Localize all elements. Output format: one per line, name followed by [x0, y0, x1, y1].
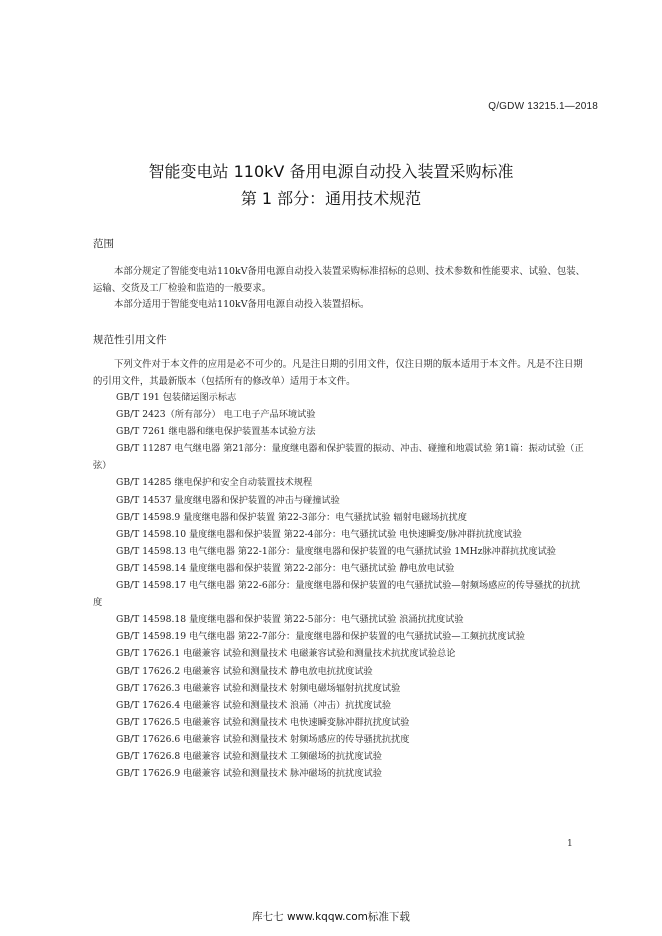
reference-item: GB/T 14598.14 量度继电器和保护装置 第22-2部分：电气骚扰试验 静电放电试验 — [116, 562, 455, 574]
reference-item: GB/T 191 包装储运图示标志 — [116, 392, 237, 403]
reference-item: GB/T 14598.18 量度继电器和保护装置 第22-5部分：电气骚扰试验 浪涌抗扰度试验 — [116, 614, 464, 626]
normative-references-heading: 规范性引用文件 — [93, 334, 167, 346]
scope-paragraph-1: 本部分规定了智能变电站110kV备用电源自动投入装置采购标准招标的总则、技术参数和性能要求、试验、包装、运输、交货及工厂检验和监造的一般要求。 — [93, 266, 585, 294]
scope-heading: 范围 — [93, 238, 114, 250]
reference-item: GB/T 17626.2 电磁兼容 试验和测量技术 静电放电抗扰度试验 — [116, 665, 373, 677]
document-subtitle: 第 1 部分：通用技术规范 — [240, 189, 422, 208]
reference-item: GB/T 17626.6 电磁兼容 试验和测量技术 射频场感应的传导骚扰抗扰度 — [116, 733, 410, 745]
reference-item: GB/T 11287 电气继电器 第21部分：量度继电器和保护装置的振动、冲击、碰撞和地震试验 第1篇：振动试验（正弦） — [93, 443, 584, 472]
normative-intro: 下列文件对于本文件的应用是必不可少的。凡是注日期的引用文件，仅注日期的版本适用于本文件。凡是不注日期的引用文件，其最新版本（包括所有的修改单）适用于本文件。 — [93, 359, 583, 387]
download-watermark[interactable]: 库七七 www.kqqw.com标准下载 — [252, 911, 410, 923]
reference-item: GB/T 2423（所有部分） 电工电子产品环境试验 — [116, 409, 316, 421]
reference-item: GB/T 17626.1 电磁兼容 试验和测量技术 电磁兼容试验和测量技术抗扰度试验总论 — [116, 648, 456, 660]
scope-paragraph-2: 本部分适用于智能变电站110kV备用电源自动投入装置招标。 — [114, 299, 370, 310]
reference-item: GB/T 7261 继电器和继电保护装置基本试验方法 — [116, 426, 316, 438]
reference-item: GB/T 17626.8 电磁兼容 试验和测量技术 工频磁场的抗扰度试验 — [116, 750, 382, 762]
standard-code: Q/GDW 13215.1—2018 — [488, 101, 598, 112]
page-number: 1 — [567, 839, 573, 849]
reference-list — [93, 389, 585, 782]
reference-item: GB/T 14598.17 电气继电器 第22-6部分：量度继电器和保护装置的电气骚扰试验—射频场感应的传导骚扰的抗扰度 — [93, 580, 581, 609]
reference-item: GB/T 14285 继电保护和安全自动装置技术规程 — [116, 477, 313, 489]
reference-item: GB/T 17626.9 电磁兼容 试验和测量技术 脉冲磁场的抗扰度试验 — [116, 768, 382, 780]
reference-item: GB/T 14598.9 量度继电器和保护装置 第22-3部分：电气骚扰试验 辐射电磁场抗扰度 — [116, 511, 467, 523]
reference-item: GB/T 17626.3 电磁兼容 试验和测量技术 射频电磁场辐射抗扰度试验 — [116, 682, 401, 694]
reference-item: GB/T 14598.13 电气继电器 第22-1部分：量度继电器和保护装置的电气骚扰试验 1MHz脉冲群抗扰度试验 — [116, 545, 556, 557]
reference-item: GB/T 14598.10 量度继电器和保护装置 第22-4部分：电气骚扰试验 电快速瞬变/脉冲群抗扰度试验 — [116, 528, 522, 540]
document-title: 智能变电站 110kV 备用电源自动投入装置采购标准 — [148, 162, 514, 181]
reference-item: GB/T 17626.5 电磁兼容 试验和测量技术 电快速瞬变脉冲群抗扰度试验 — [116, 716, 410, 728]
reference-item: GB/T 14598.19 电气继电器 第22-7部分：量度继电器和保护装置的电气骚扰试验—工频抗扰度试验 — [116, 631, 525, 643]
reference-item: GB/T 14537 量度继电器和保护装置的冲击与碰撞试验 — [116, 494, 340, 506]
reference-item: GB/T 17626.4 电磁兼容 试验和测量技术 浪涌（冲击）抗扰度试验 — [116, 699, 392, 711]
